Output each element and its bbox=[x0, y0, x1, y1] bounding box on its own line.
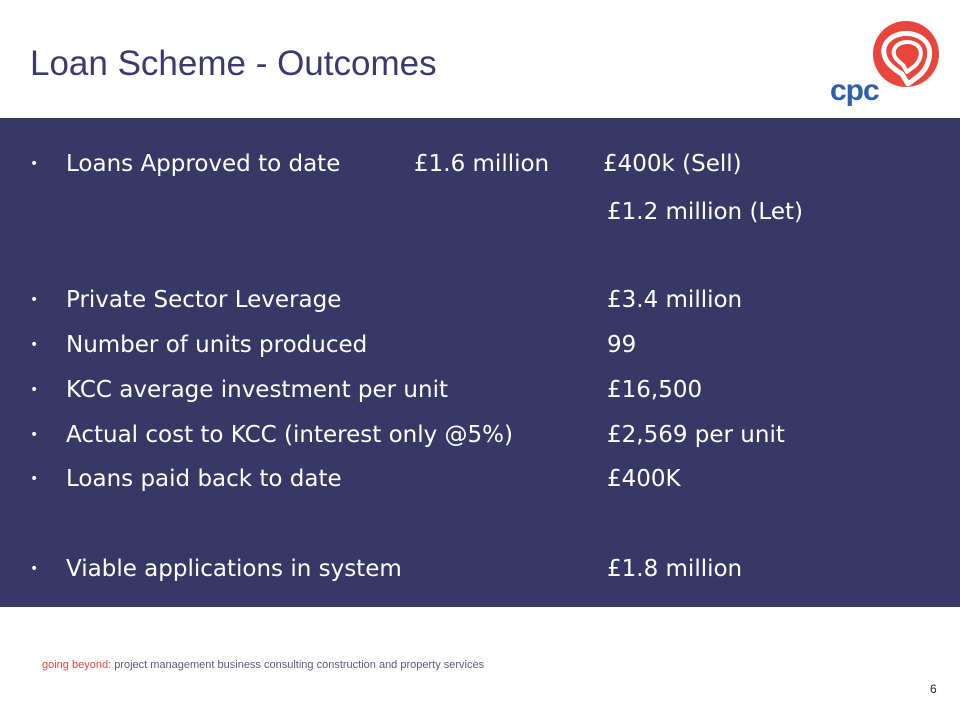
row-label: Loans paid back to date bbox=[66, 466, 342, 492]
footer-services: project management business consulting construction and property services bbox=[114, 659, 485, 671]
bullet-row bbox=[0, 549, 960, 589]
row-total: £1.6 million bbox=[414, 151, 550, 177]
row-label: Private Sector Leverage bbox=[66, 287, 342, 313]
page-number: 6 bbox=[930, 682, 937, 696]
bullet-icon: • bbox=[30, 337, 39, 353]
row-label: KCC average investment per unit bbox=[66, 377, 448, 403]
row-value: 99 bbox=[607, 332, 637, 358]
bullet-row bbox=[0, 280, 960, 320]
continuation-row bbox=[0, 192, 960, 232]
bullet-row bbox=[0, 459, 960, 499]
row-value: £400k (Sell) bbox=[603, 151, 742, 177]
bullet-icon: • bbox=[30, 292, 39, 308]
row-value: £1.2 million (Let) bbox=[607, 199, 803, 225]
cpc-logo-text: cpc bbox=[830, 74, 879, 107]
bullet-icon: • bbox=[30, 427, 39, 443]
bullet-row bbox=[0, 415, 960, 455]
bullet-icon: • bbox=[30, 382, 39, 398]
bullet-icon: • bbox=[30, 156, 39, 172]
bullet-row bbox=[0, 325, 960, 365]
bullet-icon: • bbox=[30, 471, 39, 487]
row-label: Number of units produced bbox=[66, 332, 368, 358]
content-panel bbox=[0, 118, 960, 607]
bullet-icon: • bbox=[30, 561, 39, 577]
bullet-row bbox=[0, 370, 960, 410]
slide-title: Loan Scheme - Outcomes bbox=[30, 44, 437, 83]
row-value: £3.4 million bbox=[607, 287, 743, 313]
row-value: £2,569 per unit bbox=[607, 422, 785, 448]
row-label: Viable applications in system bbox=[66, 556, 402, 582]
bullet-row bbox=[0, 144, 960, 184]
footer-accent: going beyond: bbox=[42, 659, 112, 671]
row-value: £1.8 million bbox=[607, 556, 743, 582]
row-label: Actual cost to KCC (interest only @5%) bbox=[66, 422, 513, 448]
row-label: Loans Approved to date bbox=[66, 151, 341, 177]
row-value: £400K bbox=[607, 466, 681, 492]
row-value: £16,500 bbox=[607, 377, 703, 403]
footer-tagline bbox=[42, 659, 484, 671]
